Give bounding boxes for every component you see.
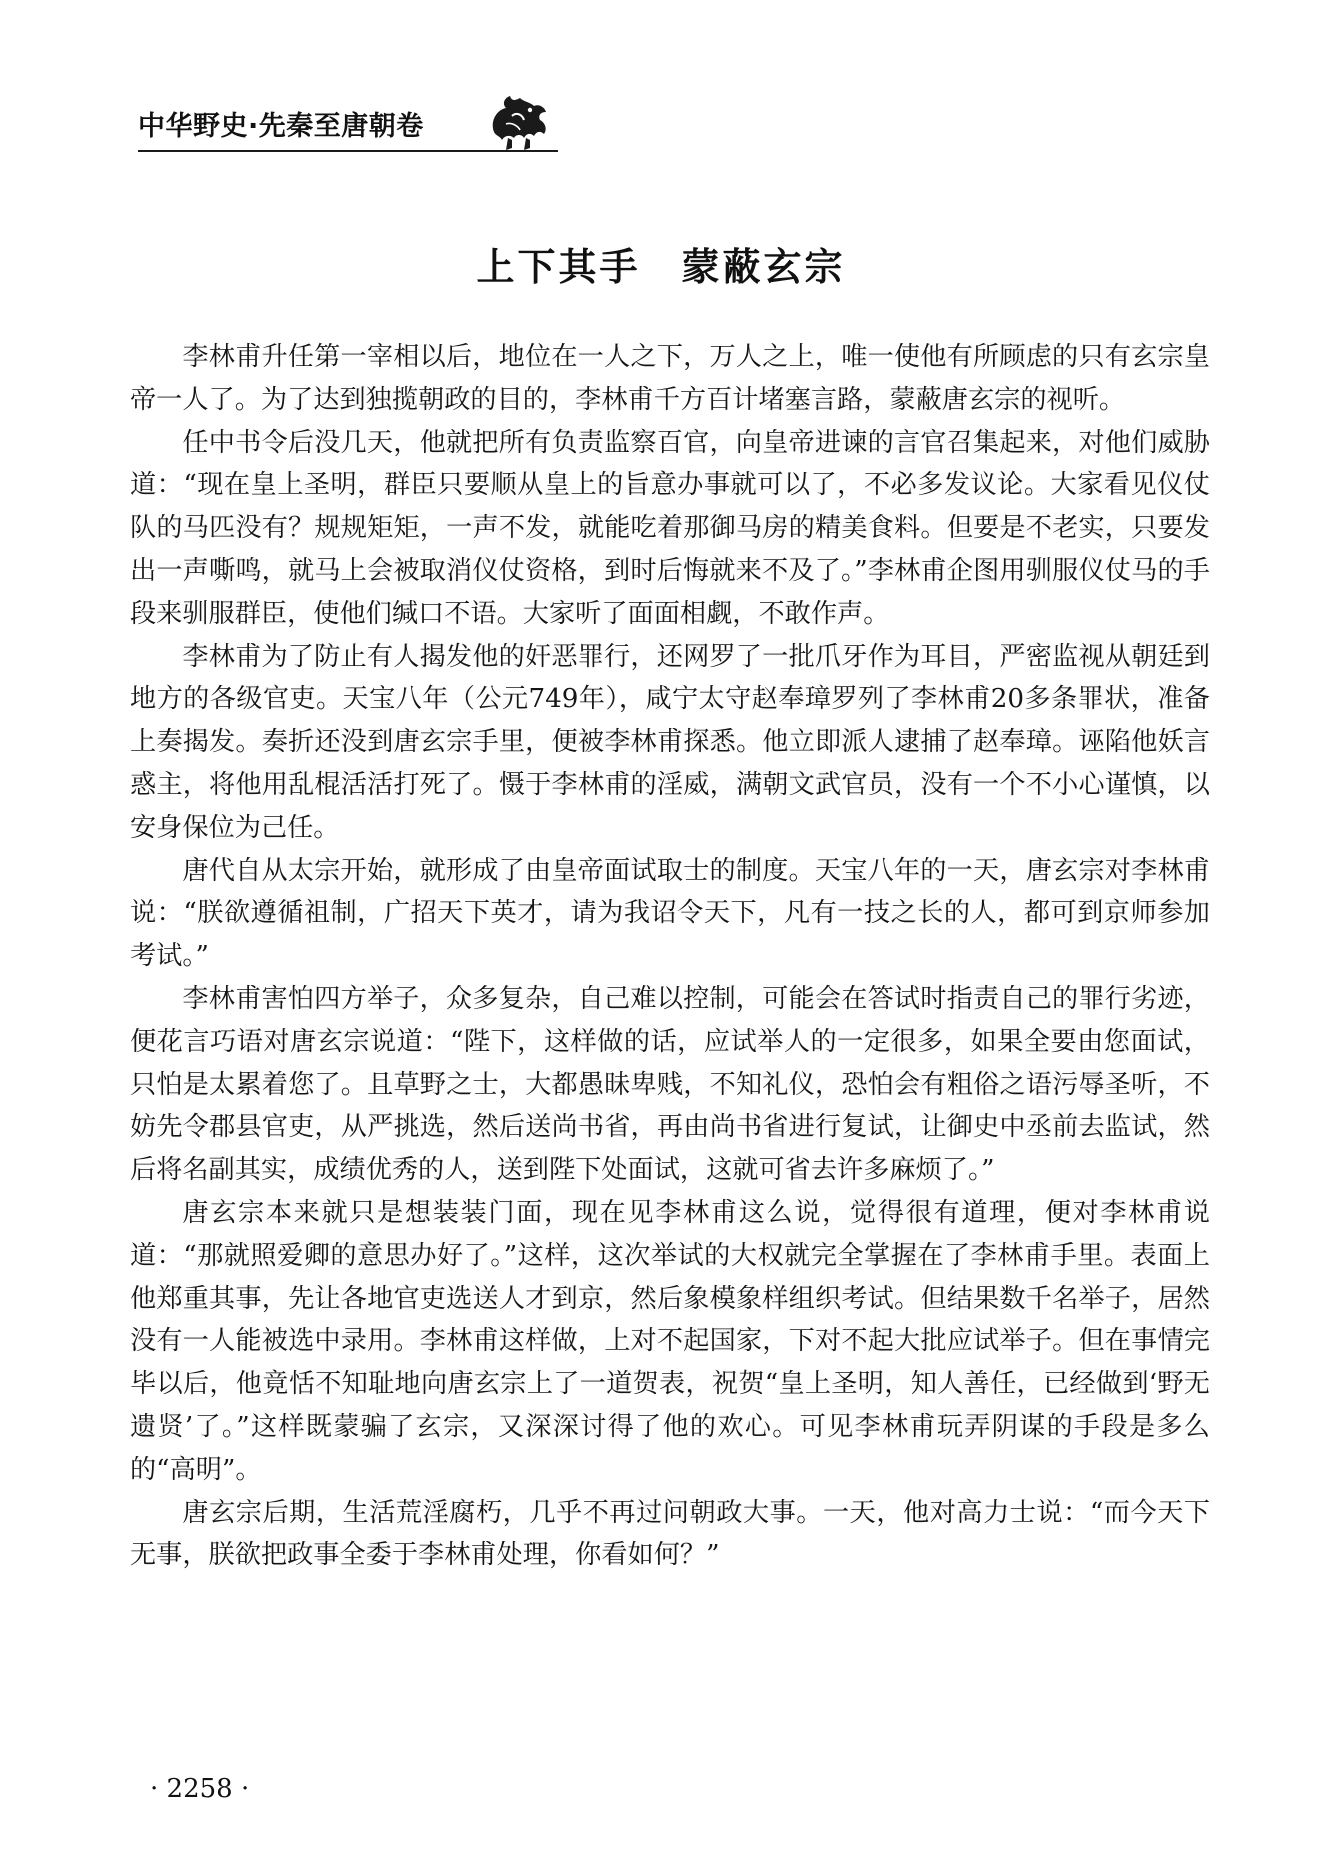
- page-number: · 2258 ·: [150, 1774, 250, 1804]
- article-title: 上下其手 蒙蔽玄宗: [476, 245, 846, 289]
- paragraph: 李林甫为了防止有人揭发他的奸恶罪行，还网罗了一批爪牙作为耳目，严密监视从朝廷到地方的各级官吏。天宝八年（公元749年），咸宁太守赵奉璋罗列了李林甫20多条罪状，准备上奏揭发。奏折还没到唐玄宗手里，便被李林甫探悉。他立即派人逮捕了赵奉璋。诬陷他妖言惑主，将他用乱棍活活打死了。慑于李林甫的淫威，满朝文武官员，没有一个不小心谨慎，以安身保位为己任。: [130, 641, 1210, 843]
- running-head-title: 中华野史·先秦至唐朝卷: [138, 111, 424, 142]
- paragraph: 唐玄宗本来就只是想装装门面，现在见李林甫这么说，觉得很有道理，便对李林甫说道：“那就照爱卿的意思办好了。”这样，这次举试的大权就完全掌握在了李林甫手里。表面上他郑重其事，先让各地官吏选送人才到京，然后象模象样组织考试。但结果数千名举子，居然没有一人能被选中录用。李林甫这样做，上对不起国家，下对不起大批应试举子。但在事情完毕以后，他竟恬不知耻地向唐玄宗上了一道贺表，祝贺“皇上圣明，知人善任，已经做到‘野无遗贤’了。”这样既蒙骗了玄宗，又深深讨得了他的欢心。可见李林甫玩弄阴谋的手段是多么的“高明”。: [130, 1197, 1210, 1485]
- dragon-icon: [486, 92, 552, 152]
- paragraph: 任中书令后没几天，他就把所有负责监察百官，向皇帝进谏的言官召集起来，对他们威胁道：“现在皇上圣明，群臣只要顺从皇上的旨意办事就可以了，不必多发议论。大家看见仪仗队的马匹没有？规规矩矩，一声不发，就能吃着那御马房的精美食料。但要是不老实，只要发出一声嘶鸣，就马上会被取消仪仗资格，到时后悔就来不及了。”李林甫企图用驯服仪仗马的手段来驯服群臣，使他们缄口不语。大家听了面面相觑，不敢作声。: [130, 427, 1210, 629]
- paragraph: 李林甫升任第一宰相以后，地位在一人之下，万人之上，唯一使他有所顾虑的只有玄宗皇帝一人了。为了达到独揽朝政的目的，李林甫千方百计堵塞言路，蒙蔽唐玄宗的视听。: [130, 342, 1210, 415]
- paragraph: 唐代自从太宗开始，就形成了由皇帝面试取士的制度。天宝八年的一天，唐玄宗对李林甫说：“朕欲遵循祖制，广招天下英才，请为我诏令天下，凡有一技之长的人，都可到京师参加考试。”: [130, 855, 1210, 972]
- header-rule: [138, 150, 558, 152]
- paragraph: 唐玄宗后期，生活荒淫腐朽，几乎不再过问朝政大事。一天，他对高力士说：“而今天下无事，朕欲把政事全委于李林甫处理，你看如何？”: [130, 1497, 1210, 1571]
- article-body: [130, 336, 1210, 1577]
- paragraph: 李林甫害怕四方举子，众多复杂，自己难以控制，可能会在答试时指责自己的罪行劣迹，便花言巧语对唐玄宗说道：“陛下，这样做的话，应试举人的一定很多，如果全要由您面试，只怕是太累着您了。且草野之士，大都愚昧卑贱，不知礼仪，恐怕会有粗俗之语污辱圣听，不妨先令郡县官吏，从严挑选，然后送尚书省，再由尚书省进行复试，让御史中丞前去监试，然后将名副其实，成绩优秀的人，送到陛下处面试，这就可省去许多麻烦了。”: [130, 983, 1210, 1186]
